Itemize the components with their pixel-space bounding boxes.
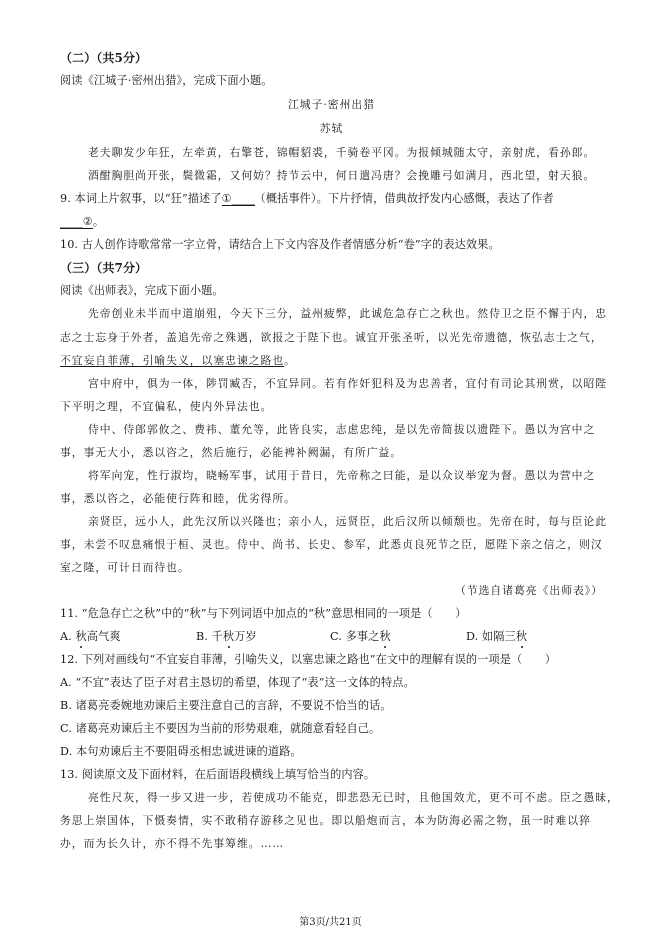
passage-p3-line-2: 事，事无大小，悉以咨之，然后施行，必能裨补阙漏，有所广益。 (60, 446, 403, 459)
question-9-blank-2[interactable]: ____② (60, 215, 93, 228)
section2-heading: （二）（共5分） (60, 51, 148, 65)
passage-p2-line-1: 宫中府中，俱为一体，陟罚臧否，不宜异同。若有作奸犯科及为忠善者，宜付有司论其刑赏，以昭陛 (88, 377, 608, 390)
question-9-text-a: 9. 本词上片叙事，以“狂”描述了 (60, 192, 222, 205)
material-line-2: 务思上崇国体，下慑奏情，实不敢稍存游移之见也。即以船炮而言，本为防海必需之物，虽一时难以猝 (60, 814, 591, 827)
question-9-end: 。 (92, 215, 105, 228)
material-line-1: 亮性尺灰，得一步又进一步，若使成功不能克，即悲恐无已时，且他国效尤，更不可不虑。臣之愚昧， (88, 791, 619, 804)
question-11-stem: 11. “危急存亡之秋”中的“秋”与下列词语中加点的“秋”意思相同的一项是（ ） (60, 607, 467, 620)
page-footer: 第3页/共21页 (299, 917, 362, 928)
question-11-option-b[interactable]: B. 千秋万岁 (196, 630, 257, 643)
passage-p3-line-1: 侍中、侍郎郭攸之、费祎、董允等，此皆良实，志虑忠纯，是以先帝简拔以遗陛下。愚以为宫中之 (88, 423, 596, 436)
question-12-option-d[interactable]: D. 本句劝谏后主不要阻碍丞相忠诚进谏的道路。 (60, 745, 302, 758)
question-11-option-d[interactable]: D. 如隔三秋 (466, 630, 528, 643)
section3-heading: （三）（共7分） (60, 261, 148, 275)
passage-p5-line-2: 事，未尝不叹息痛恨于桓、灵也。侍中、尚书、长史、参军，此悉贞良死节之臣，愿陛下亲之信之，则汉 (60, 538, 603, 551)
section3-intro: 阅读《出师表》，完成下面小题。 (60, 284, 224, 297)
question-9-text-b: （概括事件）。下片抒情，借典故抒发内心感慨，表达了作者 (254, 192, 554, 205)
poem-line-2: 酒酣胸胆尚开张，鬓微霜，又何妨？持节云中，何日遣冯唐？会挽雕弓如满月，西北望，射天狼。 (88, 169, 596, 182)
question-11-option-a[interactable]: A. 秋高气爽 (60, 630, 121, 643)
poem-line-1: 老夫聊发少年狂，左牵黄，右擎苍，锦帽貂裘，千骑卷平冈。为报倾城随太守，亲射虎，看孙郎。 (88, 146, 596, 159)
passage-p1-line-3 (60, 353, 603, 369)
passage-p1-line-1: 先帝创业未半而中道崩殂，今天下三分，益州疲弊，此诚危急存亡之秋也。然侍卫之臣不懈于内，忠 (88, 307, 608, 320)
question-11-option-c[interactable]: C. 多事之秋 (330, 630, 391, 643)
passage-p5-line-1: 亲贤臣，远小人，此先汉所以兴隆也；亲小人，远贤臣，此后汉所以倾颓也。先帝在时，每与臣论此 (88, 515, 608, 528)
passage-p2-line-2: 下平明之理，不宜偏私，使内外异法也。 (60, 400, 273, 413)
underlined-sentence: 不宜妄自菲薄，引喻失义，以塞忠谏之路也 (60, 354, 285, 367)
question-12-stem: 12. 下列对画线句“不宜妄自菲薄，引喻失义，以塞忠谏之路也”在文中的理解有误的一项是（ ） (60, 653, 557, 666)
passage-p4-line-2: 事，悉以咨之，必能使行阵和睦，优劣得所。 (60, 492, 296, 505)
section2-intro: 阅读《江城子·密州出猎》，完成下面小题。 (60, 74, 273, 87)
question-12-option-a[interactable]: A. “不宜”表达了臣子对君主恳切的希望，体现了“表”这一文体的特点。 (60, 676, 415, 689)
poem-title: 江城子·密州出猎 (287, 98, 375, 111)
question-9-line-1 (60, 191, 603, 207)
question-12-option-b[interactable]: B. 诸葛亮委婉地劝谏后主要注意自己的言辞，不要说不恰当的话。 (60, 699, 392, 712)
material-line-3: 办，而为长久计，亦不得不先事筹维。…… (60, 837, 285, 850)
passage-p1-end: 。 (284, 354, 296, 367)
passage-p4-line-1: 将军向宠，性行淑均，晓畅军事，试用于昔日，先帝称之曰能，是以众议举宠为督。愚以为营中之 (88, 469, 596, 482)
poem-author: 苏轼 (319, 122, 344, 135)
question-10: 10. 古人创作诗歌常常一字立骨，请结合上下文内容及作者情感分析“卷”字的表达效果。 (60, 238, 500, 251)
question-13-stem: 13. 阅读原文及下面材料，在后面语段横线上填写恰当的内容。 (60, 768, 376, 781)
question-9-line-2 (60, 214, 603, 230)
passage-p5-line-3: 室之隆，可计日而待也。 (60, 561, 190, 574)
question-12-option-c[interactable]: C. 诸葛亮劝谏后主不要因为当前的形势艰难，就随意看轻自己。 (60, 722, 381, 735)
passage-source: （节选自诸葛亮《出师表》） (455, 584, 603, 597)
question-9-blank-1[interactable]: ①____ (221, 192, 255, 205)
passage-p1-line-2: 志之士忘身于外者，盖追先帝之殊遇，欲报之于陛下也。诚宜开张圣听，以光先帝遗德，恢弘志士之气， (60, 331, 603, 344)
